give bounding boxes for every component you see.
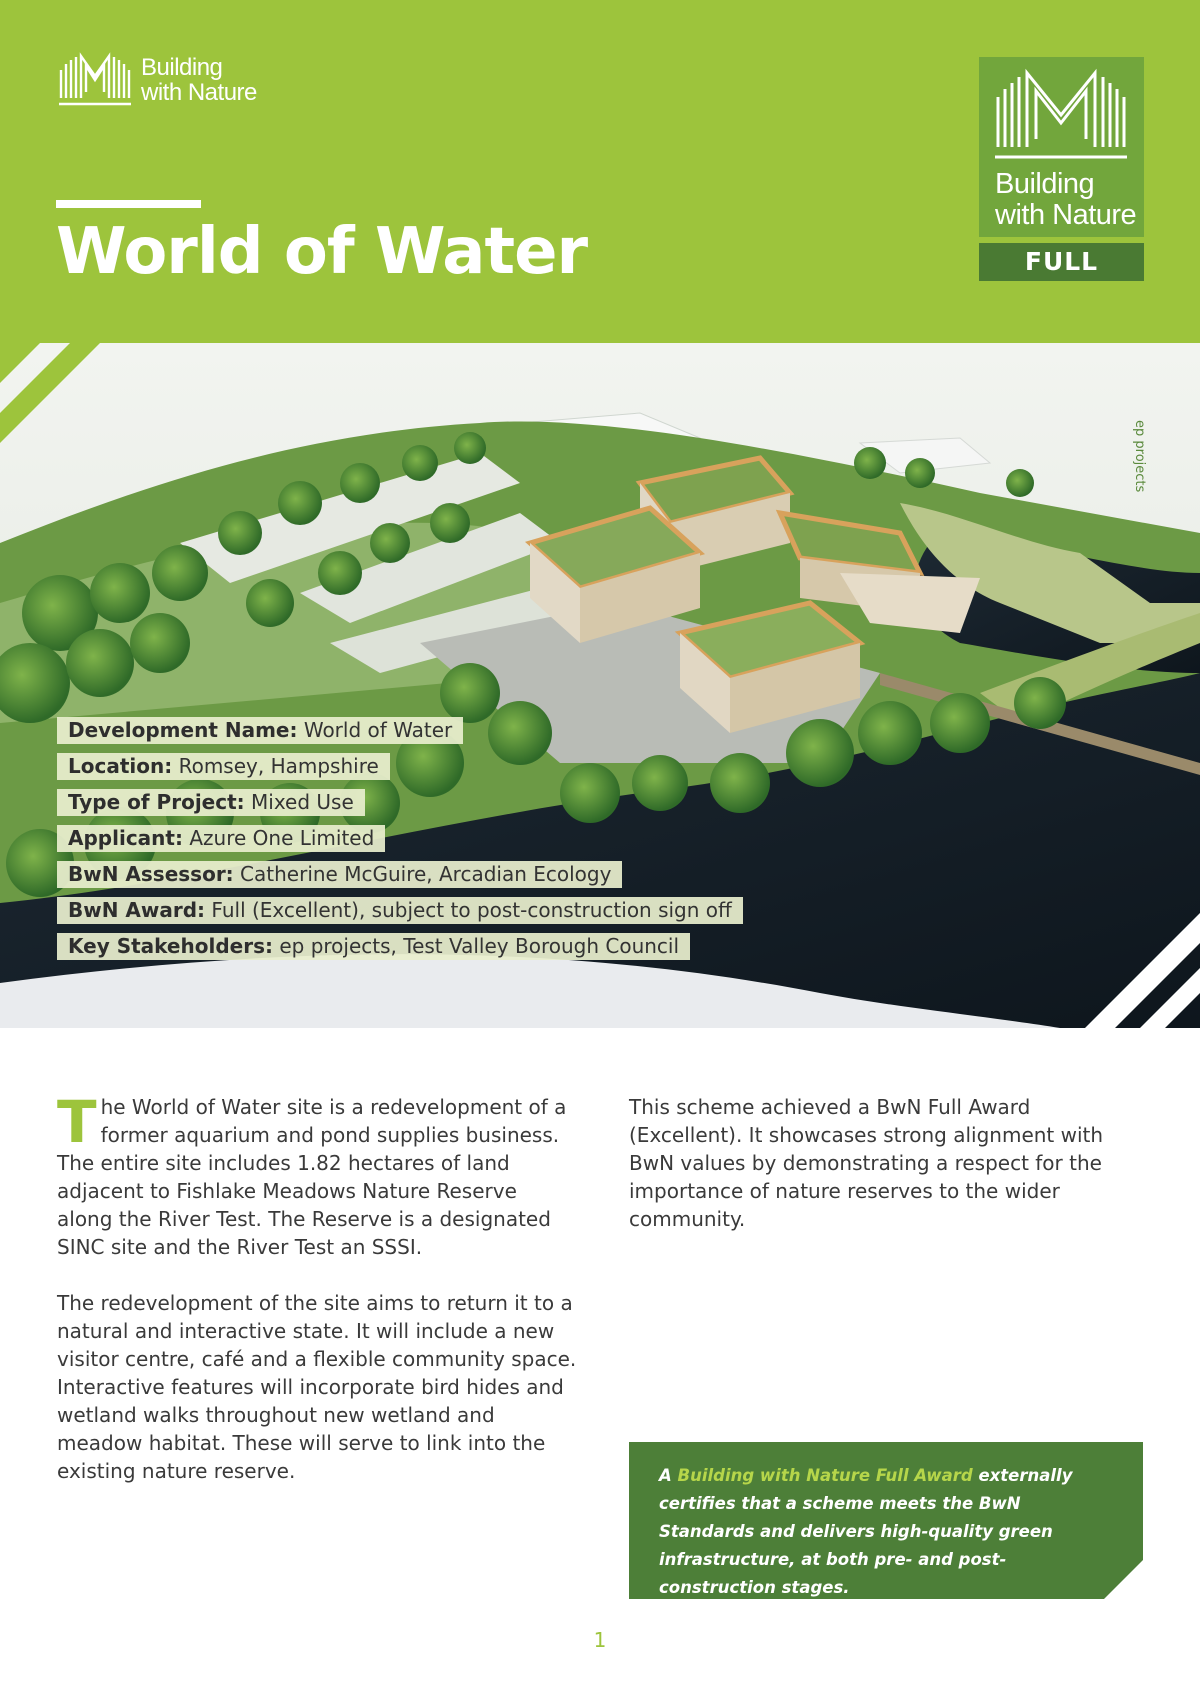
info-label: Location: [68, 754, 173, 778]
info-value: Azure One Limited [189, 826, 375, 850]
badge-line2: with Nature [995, 199, 1137, 231]
info-row-project-type [57, 789, 743, 825]
info-row-development-name [57, 717, 743, 753]
callout-highlight: Building with Nature Full Award [677, 1466, 973, 1485]
brand-line2: with Nature [141, 79, 257, 106]
badge-line1: Building [995, 168, 1095, 200]
info-value: Romsey, Hampshire [178, 754, 379, 778]
badge-logo-icon [979, 57, 1144, 167]
header-band [0, 0, 1200, 343]
info-label: Key Stakeholders: [68, 934, 273, 958]
page-title: World of Water [56, 215, 588, 289]
info-value: Mixed Use [251, 790, 354, 814]
photo-credit: ep projects [1132, 420, 1147, 493]
award-paragraph: This scheme achieved a BwN Full Award (Excellent). It showcases strong alignment with BwN values by demonstrating a respect for the importance of nature reserves to the wider community. [629, 1095, 1104, 1231]
info-label: Development Name: [68, 718, 298, 742]
page-number: 1 [593, 1628, 607, 1652]
info-row-location [57, 753, 743, 789]
brand-logo[interactable] [55, 52, 257, 108]
award-badge [979, 57, 1144, 281]
info-value: World of Water [303, 718, 453, 742]
award-callout-box [629, 1442, 1143, 1599]
intro-text: he World of Water site is a redevelopment of a former aquarium and pond supplies business. The entire site includes 1.82 hectares of land adjacent to Fishlake Meadows Nature Reserve along the River Test. The Reserve is a designated SINC site and the River Test an SSSI. [57, 1095, 567, 1259]
callout-prefix: A [659, 1466, 678, 1485]
badge-level: FULL [979, 243, 1144, 281]
info-row-award [57, 897, 743, 933]
building-with-nature-logo-icon [55, 52, 135, 108]
info-label: BwN Award: [68, 898, 206, 922]
info-label: BwN Assessor: [68, 862, 234, 886]
body-column-right [629, 1093, 1149, 1233]
badge-logo-panel [979, 57, 1144, 237]
info-row-stakeholders [57, 933, 743, 969]
info-row-assessor [57, 861, 743, 897]
info-value: ep projects, Test Valley Borough Council [279, 934, 680, 958]
info-row-applicant [57, 825, 743, 861]
info-label: Type of Project: [68, 790, 245, 814]
info-value: Full (Excellent), subject to post-construction sign off [211, 898, 732, 922]
intro-paragraph [57, 1088, 577, 1261]
info-value: Catherine McGuire, Arcadian Ecology [240, 862, 612, 886]
body-column-left [57, 1088, 577, 1513]
title-accent-bar [56, 200, 201, 208]
brand-wordmark [141, 55, 257, 105]
redevelopment-paragraph: The redevelopment of the site aims to return it to a natural and interactive state. It will include a new visitor centre, café and a flexible community space. Interactive features will incorporate bird hides and wetland walks throughout new wetland and meadow habitat. These will serve to link into the existing nature reserve. [57, 1291, 577, 1483]
drop-cap: T [57, 1088, 97, 1156]
info-label: Applicant: [68, 826, 183, 850]
brand-line1: Building [141, 54, 223, 81]
callout-text [659, 1462, 1119, 1602]
callout-suffix: externally certifies that a scheme meets the BwN Standards and delivers high-quality green infrastructure, at both pre- and post-construction stages. [659, 1466, 1073, 1597]
badge-wordmark [995, 169, 1136, 231]
project-info-list [57, 717, 743, 969]
